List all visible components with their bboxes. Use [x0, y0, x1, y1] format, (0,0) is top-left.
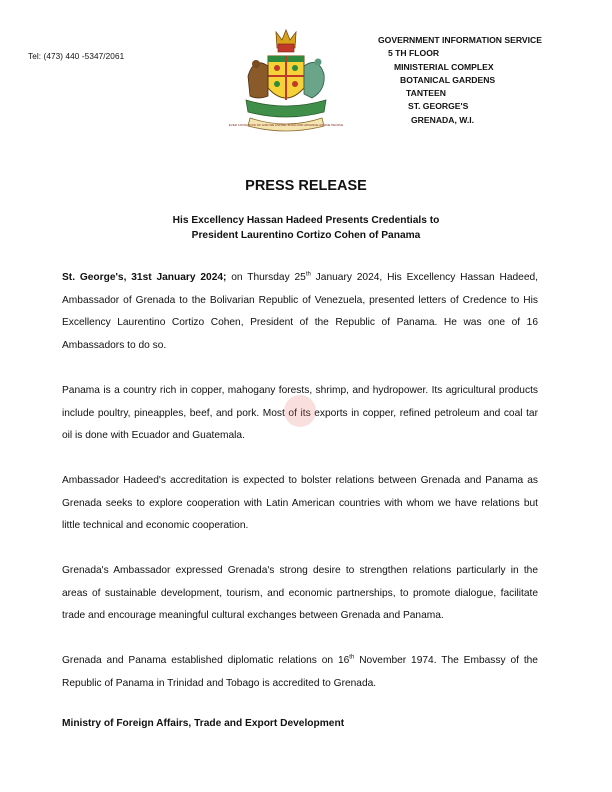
ministry-signature: Ministry of Foreign Affairs, Trade and Export Development — [62, 718, 345, 729]
telephone-number: Tel: (473) 440 -5347/2061 — [28, 52, 125, 61]
paragraph-5-rest: November 1974. The Embassy of the Republic of Panama in Trinidad and Tobago is accredited to Grenada. — [62, 655, 538, 689]
paragraph-1-lead: on Thursday 25 — [226, 272, 306, 283]
address-line: TANTEEN — [406, 88, 446, 99]
address-line: GOVERNMENT INFORMATION SERVICE — [378, 35, 542, 45]
paragraph-3: Ambassador Hadeed's accreditation is expected to bolster relations between Grenada and Panama as Grenada seeks to explore cooperation with Latin American countries with whom we have relations but little technical and economic cooperation. — [62, 475, 538, 531]
paragraph-5-lead: Grenada and Panama established diplomatic relations on 16 — [62, 655, 350, 666]
headline — [0, 213, 612, 243]
paragraph-2: Panama is a country rich in copper, mahogany forests, shrimp, and hydropower. Its agricultural products include poultry, pineapples, beef, and pork. Most of its exports in copper, refined petroleum and coal tar oil is done with Ecuador and Guatemala. — [62, 385, 538, 441]
address-line: GRENADA, W.I. — [411, 114, 475, 125]
dateline: St. George's, 31st January 2024; — [62, 272, 227, 283]
grenada-coat-of-arms — [228, 26, 344, 134]
paragraph-1-rest: January 2024, His Excellency Hassan Hadeed, Ambassador of Grenada to the Bolivarian Republic of Venezuela, presented letters of Credence to His Excellency Laurentino Cortizo Cohen, President of the Republic of Panama. He was one of 16 Ambassadors to do so. — [62, 272, 539, 351]
address-line: 5 TH FLOOR — [388, 48, 440, 59]
paragraph-1 — [62, 267, 538, 357]
government-address-block — [378, 34, 578, 127]
paragraph-5 — [62, 650, 538, 695]
headline-line-2: President Laurentino Cortizo Cohen of Panama — [191, 230, 421, 241]
address-line: BOTANICAL GARDENS — [400, 74, 496, 85]
paragraph-4: Grenada's Ambassador expressed Grenada's strong desire to strengthen relations particularly in the areas of sustainable development, tourism, and economic partnerships, to promote dialogue, facilitate trade and encourage meaningful cultural exchanges between Grenada and Panama. — [62, 565, 538, 621]
headline-line-1: His Excellency Hassan Hadeed Presents Credentials to — [172, 215, 440, 226]
address-line: MINISTERIAL COMPLEX — [394, 61, 494, 72]
watermark-mark — [284, 395, 316, 427]
ordinal-suffix: th — [349, 654, 355, 661]
ordinal-suffix: th — [305, 271, 311, 278]
address-line: ST. GEORGE'S — [408, 101, 469, 112]
page-title: PRESS RELEASE — [245, 178, 367, 194]
crest-motto: EVER CONSCIOUS OF GOD WE ASPIRE, BUILD AND ADVANCE AS ONE PEOPLE — [228, 123, 344, 127]
